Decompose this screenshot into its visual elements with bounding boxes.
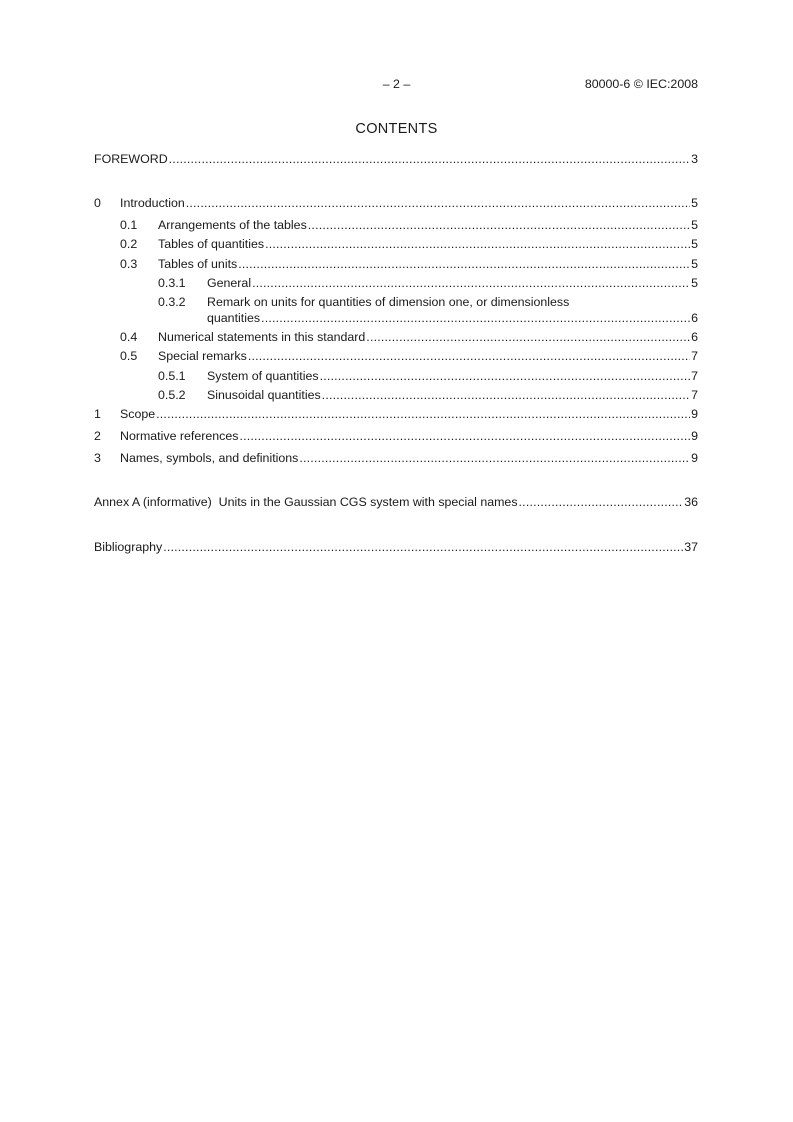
toc-entry-title: Arrangements of the tables: [158, 218, 307, 232]
toc-entry-title: Tables of units: [158, 257, 238, 271]
toc-entry-title: Sinusoidal quantities: [207, 388, 321, 402]
toc-entry-page: 5: [691, 276, 698, 290]
toc-entry-0-3[interactable]: [94, 255, 698, 273]
toc-entry-title: Introduction: [120, 196, 185, 210]
toc-entry-bibliography[interactable]: [94, 538, 698, 556]
page-number: – 2 –: [382, 77, 411, 91]
toc-entry-number: 3: [94, 451, 101, 465]
toc-entry-page: 9: [691, 407, 698, 421]
toc-entry-0-3-1[interactable]: [94, 274, 698, 292]
toc-entry-number: 0.1: [120, 218, 138, 232]
toc-entry-0-5[interactable]: [94, 347, 698, 365]
toc-entry-title-line1: Remark on units for quantities of dimension one, or dimensionless: [207, 295, 570, 309]
toc-entry-page: 3: [691, 152, 698, 166]
leader-dots: [186, 194, 690, 212]
toc-entry-title: Numerical statements in this standard: [158, 330, 366, 344]
toc-entry-annex-a[interactable]: [94, 493, 698, 511]
toc-entry-number: 2: [94, 429, 101, 443]
toc-entry-title: Tables of quantities: [158, 237, 265, 251]
toc-entry-title: quantities: [207, 311, 261, 325]
toc-entry-title: Scope: [120, 407, 156, 421]
toc-entry-page: 7: [691, 349, 698, 363]
toc-entry-title: Names, symbols, and definitions: [120, 451, 299, 465]
toc-entry-foreword[interactable]: [94, 150, 698, 168]
leader-dots: [169, 150, 690, 168]
leader-dots: [320, 367, 691, 385]
toc-entry-0-3-2[interactable]: [94, 293, 698, 329]
leader-dots: [156, 405, 690, 423]
toc-entry-page: 6: [691, 311, 698, 325]
toc-entry-0-1[interactable]: [94, 216, 698, 234]
toc-entry-number: 0.5.1: [158, 369, 186, 383]
toc-entry-page: 36: [684, 495, 698, 509]
toc-entry-names-symbols-definitions[interactable]: [94, 449, 698, 467]
toc-entry-title: General: [207, 276, 252, 290]
toc-title: CONTENTS: [355, 121, 438, 137]
toc-entry-title: Bibliography: [94, 540, 163, 554]
toc-entry-0-5-2[interactable]: [94, 386, 698, 404]
toc-entry-page: 9: [691, 451, 698, 465]
leader-dots: [366, 328, 690, 346]
toc-entry-page: 5: [691, 196, 698, 210]
toc-entry-title: Special remarks: [158, 349, 247, 363]
toc-entry-number: 0.3.1: [158, 276, 186, 290]
toc-entry-title: System of quantities: [207, 369, 319, 383]
toc-entry-page: 7: [691, 369, 698, 383]
leader-dots: [308, 216, 690, 234]
toc-entry-number: 0.5.2: [158, 388, 186, 402]
leader-dots: [248, 347, 690, 365]
toc-entry-number: 0.3: [120, 257, 138, 271]
leader-dots: [299, 449, 690, 467]
toc-entry-0-5-1[interactable]: [94, 367, 698, 385]
toc-entry-normative-references[interactable]: [94, 427, 698, 445]
toc-entry-page: 9: [691, 429, 698, 443]
leader-dots: [252, 274, 690, 292]
toc-entry-number: 0.5: [120, 349, 138, 363]
toc-entry-page: 37: [684, 540, 698, 554]
leader-dots: [265, 235, 690, 253]
leader-dots: [239, 427, 690, 445]
toc-entry-page: 5: [691, 218, 698, 232]
toc-entry-number: 0: [94, 196, 101, 210]
toc-entry-0-2[interactable]: [94, 235, 698, 253]
toc-entry-page: 6: [691, 330, 698, 344]
toc-entry-number: 0.4: [120, 330, 138, 344]
leader-dots: [322, 386, 690, 404]
leader-dots: [519, 493, 684, 511]
document-reference: 80000-6 © IEC:2008: [584, 77, 698, 91]
leader-dots: [261, 309, 690, 327]
toc-entry-introduction[interactable]: [94, 194, 698, 212]
toc-entry-page: 5: [691, 257, 698, 271]
toc-entry-number: 1: [94, 407, 101, 421]
toc-entry-number: 0.2: [120, 237, 138, 251]
leader-dots: [163, 538, 683, 556]
toc-entry-number: 0.3.2: [158, 295, 186, 309]
toc-entry-title: FOREWORD: [94, 152, 168, 166]
leader-dots: [238, 255, 690, 273]
toc-entry-page: 5: [691, 237, 698, 251]
toc-entry-title: Annex A (informative) Units in the Gaussian CGS system with special names: [94, 495, 518, 509]
toc-entry-0-4[interactable]: [94, 328, 698, 346]
toc-entry-scope[interactable]: [94, 405, 698, 423]
toc-entry-page: 7: [691, 388, 698, 402]
toc-entry-title: Normative references: [120, 429, 239, 443]
